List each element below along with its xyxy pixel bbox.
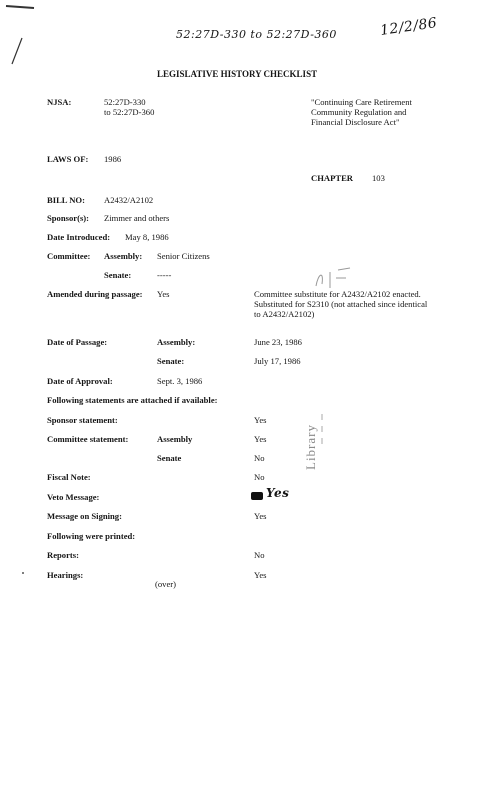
veto-message-label: Veto Message: <box>47 492 100 502</box>
committee-senate-value: ----- <box>157 270 172 280</box>
veto-message-value: Yes <box>266 486 290 500</box>
passage-assembly-value: June 23, 1986 <box>254 337 302 347</box>
approval-value: Sept. 3, 1986 <box>157 376 203 386</box>
page-title: LEGISLATIVE HISTORY CHECKLIST <box>157 69 318 79</box>
laws-of-label: LAWS OF: <box>47 154 89 164</box>
njsa-line-2: to 52:27D-360 <box>104 107 155 117</box>
signing-message-value: Yes <box>254 511 267 521</box>
reports-label: Reports: <box>47 550 79 560</box>
committee-statement-senate-label: Senate <box>157 453 182 463</box>
chapter-value: 103 <box>372 173 385 183</box>
sponsors-value: Zimmer and others <box>104 213 170 223</box>
date-introduced-value: May 8, 1986 <box>125 232 169 242</box>
laws-of-value: 1986 <box>104 154 122 164</box>
sponsors-label: Sponsor(s): <box>47 213 90 223</box>
passage-senate-value: July 17, 1986 <box>254 356 301 366</box>
committee-assembly-label: Assembly: <box>104 251 143 261</box>
over-note: (over) <box>155 579 176 589</box>
approval-label: Date of Approval: <box>47 376 113 386</box>
fiscal-note-value: No <box>254 472 265 482</box>
fiscal-note-label: Fiscal Note: <box>47 472 91 482</box>
committee-statement-assembly-value: Yes <box>254 434 267 444</box>
act-title: "Continuing Care Retirement Community Regulation and Financial Disclosure Act" <box>311 97 412 127</box>
passage-label: Date of Passage: <box>47 337 108 347</box>
amended-note: Committee substitute for A2432/A2102 enacted. Substituted for S2310 (not attached since identical to A2432/A2102) <box>254 289 428 319</box>
chapter-label: CHAPTER <box>311 173 354 183</box>
amended-value: Yes <box>157 289 170 299</box>
redaction-mark <box>251 492 263 500</box>
hearings-value: Yes <box>254 570 267 580</box>
hearings-label: Hearings: <box>47 570 84 580</box>
scan-speck <box>20 570 26 576</box>
handwritten-statute-range: 52:27D-330 to 52:27D-360 <box>176 28 337 41</box>
committee-assembly-value: Senior Citizens <box>157 251 210 261</box>
reports-value: No <box>254 550 265 560</box>
printed-heading: Following were printed: <box>47 531 136 541</box>
stamp-dashes <box>318 412 326 452</box>
passage-assembly-label: Assembly: <box>157 337 196 347</box>
faint-scribble <box>310 264 360 294</box>
passage-senate-label: Senate: <box>157 356 185 366</box>
library-stamp: Library <box>303 424 318 470</box>
njsa-label: NJSA: <box>47 97 72 107</box>
bill-no-label: BILL NO: <box>47 195 85 205</box>
committee-label: Committee: <box>47 251 91 261</box>
bill-no-value: A2432/A2102 <box>104 195 154 205</box>
committee-statement-senate-value: No <box>254 453 265 463</box>
scan-mark-top-left <box>0 0 60 80</box>
committee-statement-label: Committee statement: <box>47 434 129 444</box>
handwritten-date: 12/2/86 <box>379 15 439 39</box>
signing-message-label: Message on Signing: <box>47 511 122 521</box>
committee-statement-assembly-label: Assembly <box>157 434 193 444</box>
committee-senate-label: Senate: <box>104 270 132 280</box>
date-introduced-label: Date Introduced: <box>47 232 111 242</box>
sponsor-statement-value: Yes <box>254 415 267 425</box>
njsa-line-1: 52:27D-330 <box>104 97 146 107</box>
sponsor-statement-label: Sponsor statement: <box>47 415 118 425</box>
statements-heading: Following statements are attached if available: <box>47 395 218 405</box>
amended-label: Amended during passage: <box>47 289 143 299</box>
